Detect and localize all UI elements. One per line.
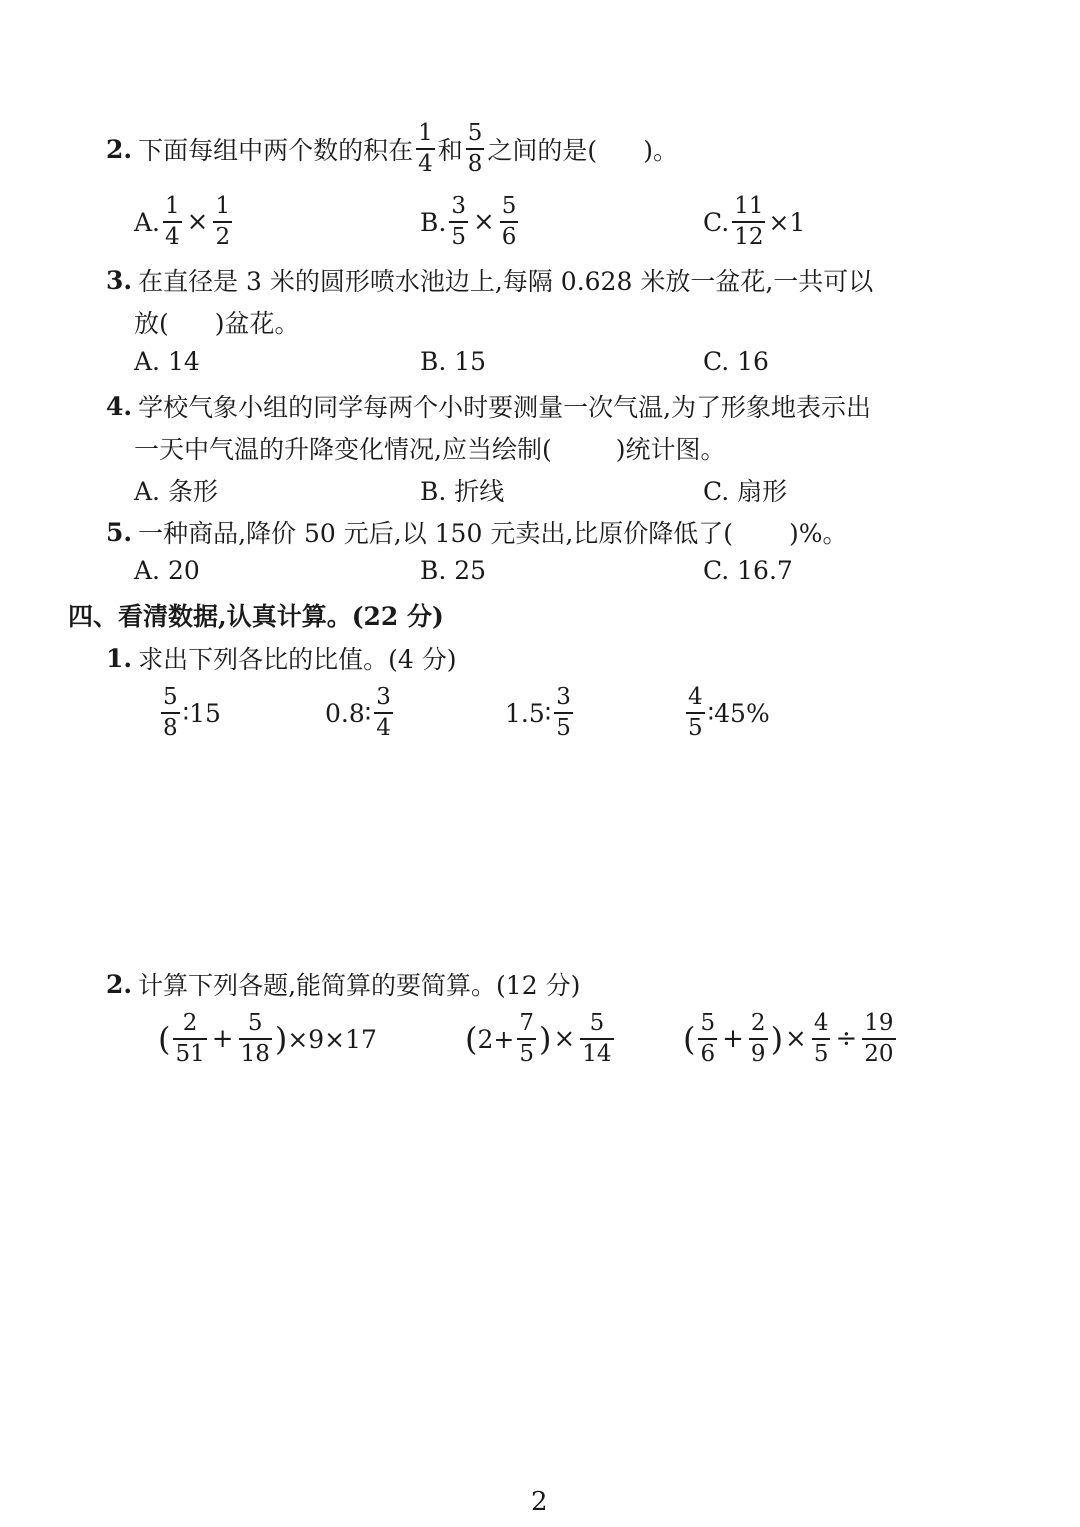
calc-expression-3	[683, 1012, 899, 1066]
operator: ×	[553, 1024, 576, 1054]
section4-question-2	[106, 966, 580, 1002]
expression-head: 2+	[477, 1024, 515, 1054]
question-text: 在直径是 3 米的圆形喷水池边上,每隔 0.628 米放一盆花,一共可以	[138, 267, 874, 296]
paren: )	[274, 1020, 288, 1058]
question-text: )统计图。	[615, 435, 726, 464]
question-number: 4.	[106, 391, 133, 421]
option-label: A.	[134, 207, 161, 237]
expression-head: 1.5∶	[505, 698, 552, 728]
question-text: 求出下列各比的比值。(4 分)	[138, 645, 457, 674]
question-text: 下面每组中两个数的积在	[138, 136, 414, 165]
question-text: )盆花。	[214, 309, 300, 338]
option-c[interactable]: C. 16	[703, 347, 769, 376]
fraction: $\frac{3}{5}$	[451, 193, 466, 250]
calc-expression-1	[158, 1012, 377, 1066]
fraction: $\frac{7}{5}$	[519, 1010, 534, 1067]
operator: ×	[186, 207, 209, 237]
section4-question-1	[106, 640, 456, 676]
page-number: 2	[531, 1487, 548, 1517]
question-text: 之间的是(	[487, 136, 598, 165]
question-text: )。	[643, 136, 678, 165]
operator: +	[722, 1024, 744, 1054]
option-c[interactable]	[703, 195, 805, 249]
question-number: 2.	[106, 134, 133, 164]
option-a[interactable]: A. 条形	[134, 477, 218, 506]
ratio-expression-4	[683, 686, 770, 740]
fraction: $\frac{5}{8}$	[467, 120, 483, 177]
question-text: 一天中气温的升降变化情况,应当绘制(	[134, 435, 552, 464]
fraction: $\frac{3}{5}$	[556, 684, 571, 741]
paren: (	[158, 1020, 171, 1058]
fraction: $\frac{5}{8}$	[163, 684, 178, 741]
expression-head: 0.8∶	[325, 698, 372, 728]
option-c[interactable]: C. 扇形	[703, 477, 788, 506]
option-b[interactable]: B. 25	[420, 556, 487, 585]
question-3-line2	[134, 304, 300, 340]
expression-tail: ×9×17	[287, 1024, 377, 1054]
fraction: $\frac{5}{6}$	[700, 1010, 716, 1067]
fraction: $\frac{1}{2}$	[215, 193, 231, 250]
fraction: $\frac{1}{4}$	[418, 120, 433, 177]
question-text: 学校气象小组的同学每两个小时要测量一次气温,为了形象地表示出	[138, 393, 872, 422]
paren: (	[465, 1020, 478, 1058]
fraction: $\frac{5}{6}$	[501, 193, 517, 250]
question-number: 1.	[106, 643, 133, 673]
fraction: $\frac{19}{20}$	[864, 1010, 894, 1067]
operator: +	[211, 1024, 234, 1054]
fraction: $\frac{5}{18}$	[240, 1010, 270, 1067]
fraction: $\frac{4}{5}$	[813, 1010, 829, 1067]
option-b[interactable]	[420, 195, 521, 249]
option-b[interactable]: B. 15	[420, 347, 487, 376]
fraction: $\frac{2}{9}$	[750, 1010, 766, 1067]
option-label: C.	[703, 207, 730, 237]
ratio-expression-3	[505, 686, 576, 740]
question-4	[106, 388, 871, 424]
paren: )	[770, 1020, 784, 1058]
fraction: $\frac{2}{51}$	[175, 1010, 205, 1067]
question-number: 3.	[106, 265, 133, 295]
calc-expression-2	[465, 1012, 617, 1066]
question-text: 计算下列各题,能简算的要简算。(12 分)	[138, 971, 581, 1000]
question-number: 2.	[106, 969, 133, 999]
question-text: 和	[437, 136, 463, 165]
paren: )	[538, 1020, 552, 1058]
fraction: $\frac{3}{4}$	[376, 684, 391, 741]
ratio-expression-1	[158, 686, 221, 740]
option-c[interactable]: C. 16.7	[703, 556, 793, 585]
fraction: $\frac{5}{14}$	[582, 1010, 612, 1067]
question-3	[106, 262, 873, 298]
question-text: )%。	[789, 519, 848, 548]
question-5	[106, 514, 848, 550]
expression-tail: ∶15	[182, 698, 221, 728]
question-number: 5.	[106, 517, 133, 547]
option-b[interactable]: B. 折线	[420, 477, 505, 506]
fraction: $\frac{11}{12}$	[734, 193, 764, 250]
operator: ×	[472, 207, 495, 237]
option-a[interactable]	[134, 195, 235, 249]
fraction: $\frac{4}{5}$	[688, 684, 703, 741]
paren: (	[683, 1020, 696, 1058]
question-text: 一种商品,降价 50 元后,以 150 元卖出,比原价降低了(	[138, 519, 734, 548]
fraction: $\frac{1}{4}$	[165, 193, 180, 250]
question-text: 放(	[134, 309, 169, 338]
operator: ÷	[835, 1024, 858, 1054]
expression-tail: ×1	[768, 207, 806, 237]
question-2	[106, 122, 678, 176]
option-a[interactable]: A. 20	[134, 556, 200, 585]
expression-tail: ∶45%	[707, 698, 770, 728]
question-4-line2	[134, 430, 725, 466]
section-title: 四、看清数据,认真计算。(22 分)	[68, 602, 444, 631]
ratio-expression-2	[325, 686, 396, 740]
option-a[interactable]: A. 14	[134, 347, 200, 376]
operator: ×	[785, 1024, 807, 1054]
option-label: B.	[420, 207, 447, 237]
